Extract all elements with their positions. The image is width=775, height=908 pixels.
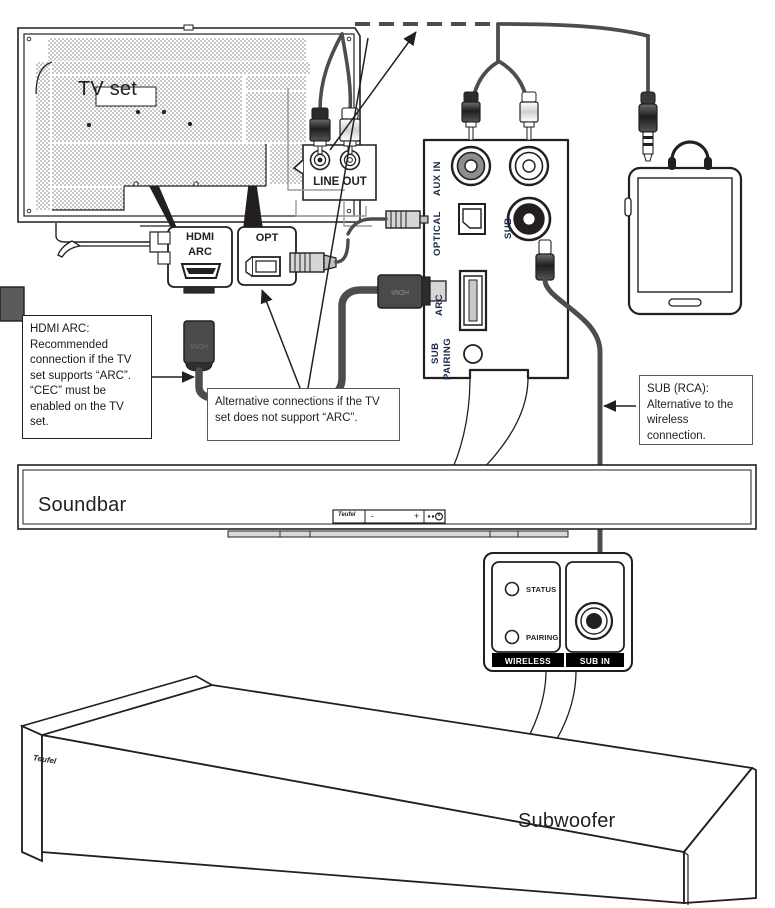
- panel-label-arc: ARC: [434, 294, 445, 316]
- tablet-illustration: [625, 168, 741, 314]
- callout-hdmi-arc: HDMI ARC: Recommended connection if the TV set supports “ARC”. “CEC” must be enabled on the TV set.: [22, 315, 152, 439]
- tv-hdmi-label-line1: HDMI: [185, 231, 215, 243]
- tv-line-out-label: LINE OUT: [313, 176, 367, 188]
- subwoofer-label: Subwoofer: [518, 810, 616, 832]
- svg-text:HDMI: HDMI: [391, 288, 409, 295]
- subwoofer-led-pairing-label: PAIRING: [526, 633, 559, 642]
- soundbar-illustration: [18, 465, 756, 537]
- panel-label-sub: SUB: [503, 217, 514, 239]
- soundbar-volume-down[interactable]: -: [371, 511, 374, 521]
- subwoofer-tag-sub-in: SUB IN: [579, 656, 611, 666]
- callout-sub-rca: SUB (RCA): Alternative to the wireless connection.: [639, 375, 753, 445]
- soundbar-brand-mark: Teufel: [338, 512, 356, 518]
- panel-label-sub-pairing-2: PAIRING: [442, 337, 453, 380]
- panel-label-sub-pairing-1: SUB: [430, 342, 441, 364]
- tv-set-label: TV set: [78, 78, 137, 100]
- hdmi-arc-cable: [199, 275, 446, 398]
- tv-set-illustration: [18, 25, 360, 257]
- optical-plug-tv: [290, 240, 348, 272]
- panel-label-optical: OPTICAL: [432, 211, 443, 256]
- subwoofer-illustration: [22, 676, 756, 905]
- headphone-jack-plug: [639, 92, 657, 161]
- tv-opt-label: OPT: [255, 232, 279, 244]
- soundbar-label: Soundbar: [38, 494, 127, 516]
- panel-label-aux-in: AUX IN: [432, 161, 443, 196]
- subwoofer-tag-wireless: WIRELESS: [504, 656, 552, 666]
- tv-hdmi-label-line2: ARC: [188, 246, 212, 258]
- svg-text:HDMI: HDMI: [190, 342, 208, 349]
- aux-in-cables: [462, 24, 648, 140]
- soundbar-volume-up[interactable]: +: [414, 511, 420, 521]
- subwoofer-brand-mark: Teufel: [32, 753, 57, 766]
- tv-line-out-port: [294, 145, 376, 200]
- headphone-icon-art: [668, 142, 712, 170]
- callout-alternative-connections: Alternative connections if the TV set does not support “ARC”.: [207, 388, 400, 441]
- subwoofer-led-status-label: STATUS: [526, 585, 557, 594]
